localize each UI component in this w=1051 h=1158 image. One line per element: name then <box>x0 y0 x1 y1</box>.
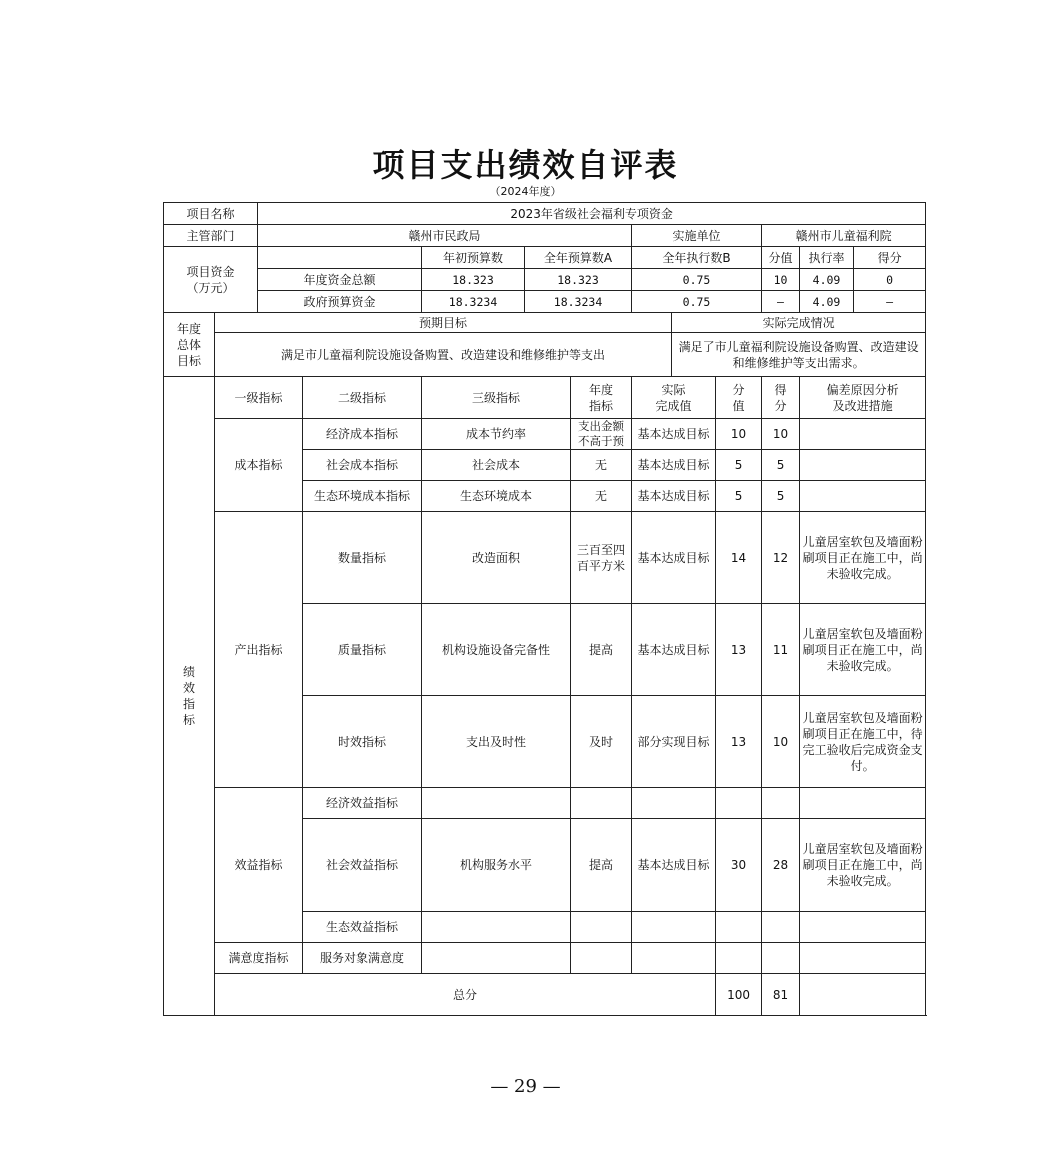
hdr-deviation-analysis: 偏差原因分析 及改进措施 <box>800 377 926 419</box>
target-cell: 无 <box>571 450 632 481</box>
note-cell: 儿童居室软包及墙面粉刷项目正在施工中，尚未验收完成。 <box>800 604 926 696</box>
col-annual-executed: 全年执行数B <box>632 247 762 269</box>
goals-actual-label: 实际完成情况 <box>672 313 926 333</box>
score-cell: 11 <box>762 604 800 696</box>
level3-cell: 成本节约率 <box>422 419 571 450</box>
table-row <box>164 512 926 604</box>
funds-row-label: 政府预算资金 <box>258 291 422 313</box>
value-cell <box>716 943 762 974</box>
table-row <box>164 419 926 450</box>
impl-label: 实施单位 <box>632 225 762 247</box>
level2-cell: 经济成本指标 <box>303 419 422 450</box>
total-note <box>800 974 926 1016</box>
funds-label: 项目资金 （万元） <box>164 247 258 313</box>
hdr-level3: 三级指标 <box>422 377 571 419</box>
output-indicator-label: 产出指标 <box>215 512 303 788</box>
value-cell: 10 <box>716 419 762 450</box>
target-cell <box>571 788 632 819</box>
target-cell: 三百至四百平方米 <box>571 512 632 604</box>
value-cell: 5 <box>716 481 762 512</box>
level3-cell: 改造面积 <box>422 512 571 604</box>
goals-expected-label: 预期目标 <box>215 313 672 333</box>
target-cell <box>571 943 632 974</box>
score-cell <box>762 788 800 819</box>
value-cell: 14 <box>716 512 762 604</box>
funds-initial: 18.323 <box>422 269 525 291</box>
funds-annual: 18.3234 <box>525 291 632 313</box>
funds-row-total <box>164 269 926 291</box>
satisfaction-indicator-label: 满意度指标 <box>215 943 303 974</box>
actual-cell <box>632 912 716 943</box>
funds-score-value: — <box>762 291 800 313</box>
goals-label: 年度 总体 目标 <box>164 313 215 377</box>
level2-cell: 社会成本指标 <box>303 450 422 481</box>
hdr-value: 分 值 <box>716 377 762 419</box>
page-title: 项目支出绩效自评表 <box>372 146 679 184</box>
funds-row-label: 年度资金总额 <box>258 269 422 291</box>
funds-rate: 4.09 <box>800 269 854 291</box>
note-cell <box>800 912 926 943</box>
level3-cell <box>422 912 571 943</box>
report-year: （2024年度） <box>489 185 562 198</box>
actual-cell: 基本达成目标 <box>632 512 716 604</box>
actual-cell: 基本达成目标 <box>632 450 716 481</box>
target-cell: 支出金额不高于预 <box>571 419 632 450</box>
note-cell: 儿童居室软包及墙面粉刷项目正在施工中，尚未验收完成。 <box>800 819 926 912</box>
funds-score: — <box>854 291 926 313</box>
target-cell: 及时 <box>571 696 632 788</box>
actual-cell <box>632 788 716 819</box>
actual-cell: 基本达成目标 <box>632 819 716 912</box>
col-score: 得分 <box>854 247 926 269</box>
funds-blank-header <box>258 247 422 269</box>
total-label: 总分 <box>215 974 716 1016</box>
total-row <box>164 974 926 1016</box>
note-cell <box>800 943 926 974</box>
level2-cell: 生态效益指标 <box>303 912 422 943</box>
value-cell: 5 <box>716 450 762 481</box>
dept-value: 赣州市民政局 <box>258 225 632 247</box>
score-cell: 12 <box>762 512 800 604</box>
cost-indicator-label: 成本指标 <box>215 419 303 512</box>
level2-cell: 社会效益指标 <box>303 819 422 912</box>
funds-executed: 0.75 <box>632 291 762 313</box>
score-cell: 5 <box>762 481 800 512</box>
level2-cell: 时效指标 <box>303 696 422 788</box>
level2-cell: 生态环境成本指标 <box>303 481 422 512</box>
goals-expected-text: 满足市儿童福利院设施设备购置、改造建设和维修维护等支出 <box>215 333 672 377</box>
score-cell <box>762 912 800 943</box>
performance-self-evaluation-table <box>163 202 926 1016</box>
level3-cell: 支出及时性 <box>422 696 571 788</box>
funds-annual: 18.323 <box>525 269 632 291</box>
level3-cell: 生态环境成本 <box>422 481 571 512</box>
hdr-level2: 二级指标 <box>303 377 422 419</box>
level2-cell: 经济效益指标 <box>303 788 422 819</box>
funds-initial: 18.3234 <box>422 291 525 313</box>
total-value: 100 <box>716 974 762 1016</box>
level2-cell: 数量指标 <box>303 512 422 604</box>
target-cell: 提高 <box>571 604 632 696</box>
table-row <box>164 943 926 974</box>
hdr-level1: 一级指标 <box>215 377 303 419</box>
value-cell: 30 <box>716 819 762 912</box>
score-cell: 5 <box>762 450 800 481</box>
score-cell: 10 <box>762 696 800 788</box>
value-cell <box>716 912 762 943</box>
actual-cell: 部分实现目标 <box>632 696 716 788</box>
level3-cell <box>422 788 571 819</box>
level3-cell <box>422 943 571 974</box>
note-cell: 儿童居室软包及墙面粉刷项目正在施工中，尚未验收完成。 <box>800 512 926 604</box>
note-cell <box>800 419 926 450</box>
level3-cell: 社会成本 <box>422 450 571 481</box>
indicators-section-label: 绩 效 指 标 <box>164 377 215 1016</box>
project-name-label: 项目名称 <box>164 203 258 225</box>
note-cell <box>800 450 926 481</box>
table-row <box>164 788 926 819</box>
target-cell <box>571 912 632 943</box>
target-cell: 提高 <box>571 819 632 912</box>
funds-score: 0 <box>854 269 926 291</box>
funds-rate: 4.09 <box>800 291 854 313</box>
actual-cell: 基本达成目标 <box>632 481 716 512</box>
impl-value: 赣州市儿童福利院 <box>762 225 926 247</box>
col-score-value: 分值 <box>762 247 800 269</box>
value-cell: 13 <box>716 604 762 696</box>
note-cell: 儿童居室软包及墙面粉刷项目正在施工中，待完工验收后完成资金支付。 <box>800 696 926 788</box>
benefit-indicator-label: 效益指标 <box>215 788 303 943</box>
hdr-annual-target: 年度 指标 <box>571 377 632 419</box>
page-number: — 29 — <box>490 1076 561 1097</box>
value-cell <box>716 788 762 819</box>
score-cell: 10 <box>762 419 800 450</box>
level2-cell: 服务对象满意度 <box>303 943 422 974</box>
actual-cell: 基本达成目标 <box>632 419 716 450</box>
goals-actual-text: 满足了市儿童福利院设施设备购置、改造建设和维修维护等支出需求。 <box>672 333 926 377</box>
hdr-actual-value: 实际 完成值 <box>632 377 716 419</box>
level2-cell: 质量指标 <box>303 604 422 696</box>
note-cell <box>800 788 926 819</box>
col-annual-budget: 全年预算数A <box>525 247 632 269</box>
dept-label: 主管部门 <box>164 225 258 247</box>
total-score: 81 <box>762 974 800 1016</box>
project-name-value: 2023年省级社会福利专项资金 <box>258 203 926 225</box>
level3-cell: 机构设施设备完备性 <box>422 604 571 696</box>
funds-score-value: 10 <box>762 269 800 291</box>
col-initial-budget: 年初预算数 <box>422 247 525 269</box>
funds-row-government <box>164 291 926 313</box>
actual-cell: 基本达成目标 <box>632 604 716 696</box>
score-cell <box>762 943 800 974</box>
hdr-score: 得 分 <box>762 377 800 419</box>
score-cell: 28 <box>762 819 800 912</box>
col-exec-rate: 执行率 <box>800 247 854 269</box>
actual-cell <box>632 943 716 974</box>
funds-executed: 0.75 <box>632 269 762 291</box>
note-cell <box>800 481 926 512</box>
level3-cell: 机构服务水平 <box>422 819 571 912</box>
target-cell: 无 <box>571 481 632 512</box>
value-cell: 13 <box>716 696 762 788</box>
